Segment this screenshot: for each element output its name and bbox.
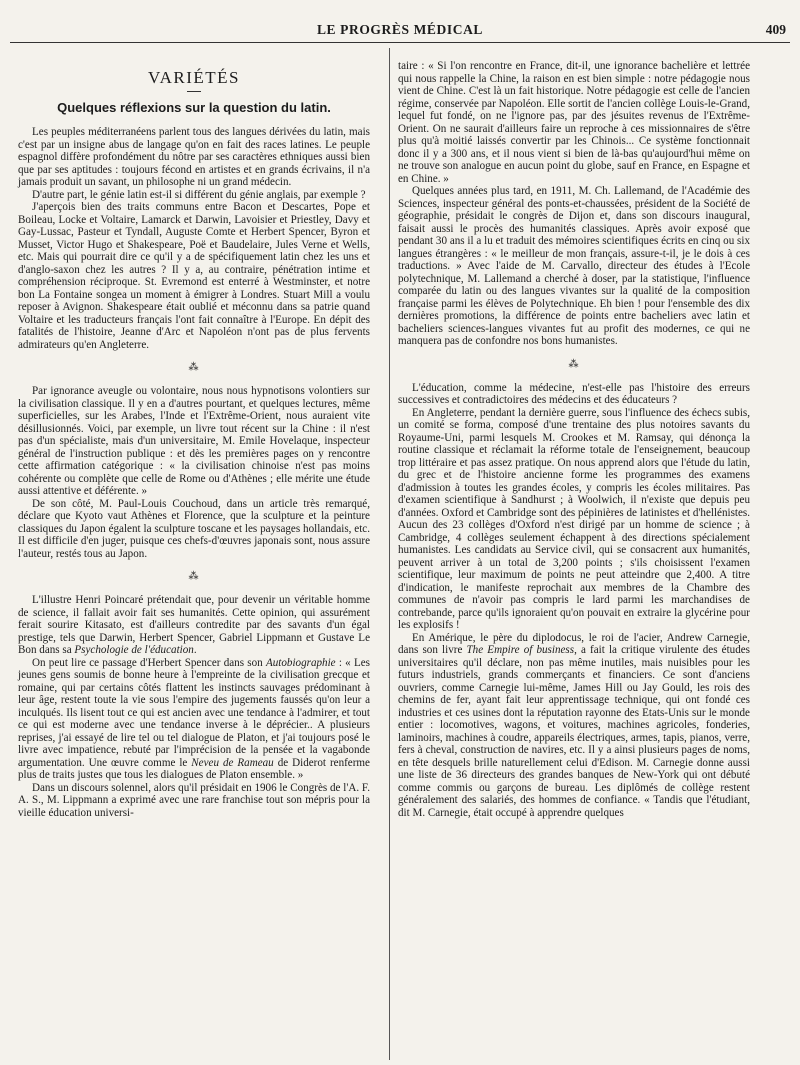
right-column — [398, 60, 750, 819]
paragraph: En Angleterre, pendant la dernière guerre, sous l'influence des échecs subis, un comité se forma, composé d'une trentaine des plus notoires savants du Royaume-Uni, parmi lesquels M. Crookes et M. Ramsay, qui dénonça la routine classique et réclamait la réforme totale de l'enseignement, beaucoup trop littéraire et pas assez pratique. On nous apprend alors que l'étude du latin, du grec et de l'histoire ancienne forme les programmes des examens d'admission à toutes les grandes écoles, y compris les écoles militaires. Pas d'examen scientifique à Sandhurst ; à Woolwich, il n'existe que depuis peu d'années. Oxford et Cambridge sont des pépinières de latinistes et d'hellénistes. Aucun des 23 collèges d'Oxford n'est dirigé par un homme de science ; à Cambridge, 4 collèges seulement échappent à des directions spécialement humanistes. Les candidats au Service civil, qui se consacrent aux humanités, peuvent arriver à un total de 3,200 points ; s'ils choisissent l'examen scientifique, leur maximum de points ne peut atteindre que 2,400. A titre d'indication, le manifeste reprochait aux membres de la Chambre des communes de n'avoir pas compris le lard parmi les marchandises de contrebande, parce qu'ils ignoraient qu'on pouvait en extraire la glycérine pour les explosifs ! — [398, 406, 750, 631]
text-run: , a fait la critique virulente des études universitaires qu'il déclare, non pas même inutiles, mais nuisibles pour les futurs industriels, grands commerçants et financiers. Ce sont d'anciens ouvriers, comme Carnegie lui-même, James Hill ou Jay Gould, les rois des chemins de fer, ayant fait leur apprentissage technique, qui ont fondé ces industries et ces usines dont la réputation rayonne des Etats-Unis sur le monde entier : locomotives, wagons, et voitures, machines agricoles, fonderies, laminoirs, machines à coudre, appareils électriques, armes, tapis, pianos, verre, fers à cheval, construction de navires, etc. Il y a ainsi plusieurs pages de noms, en tête desquels brille naturellement celui d'Edison. M. Carnegie donne aussi une liste de 36 directeurs des grandes banques de New-York qui ont débuté comme commis ou garçons de bureau. Les diplômés de collège restent généralement des salariés, des hommes de confiance. « Tandis que l'étudiant, dit M. Carnegie, était occupé à apprendre quelques — [398, 644, 750, 819]
paragraph — [18, 594, 370, 657]
paragraph: D'autre part, le génie latin est-il si différent du génie anglais, par exemple ? — [32, 188, 366, 201]
paragraph: Quelques années plus tard, en 1911, M. Ch. Lallemand, de l'Académie des Sciences, inspecteur général des ponts-et-chaussées, président de la Société de géographie, présidait le congrès de Dijon et, dans son discours inaugural, faisait aussi le procès des humanités classiques. Après avoir exposé que pendant 30 ans il a lu et traduit des mémoires scientifiques écrits en cinq ou six langues étrangères : « le meilleur de mon français, assure-t-il, je le dois à ces traductions. » Avec l'aide de M. Carvallo, directeur des études à l'Ecole polytechnique, M. Lallemand a cherché à doser, par la statistique, l'influence comparée du latin ou des langues vivantes sur la qualité de la composition française parmi les élèves de Polytechnique. Eh bien ! pour l'ensemble des dix dernières promotions, la différence de points entre bacheliers avec latin et bacheliers sciences-langues vivantes fut au profit des modernes, ce qui ne manquera pas de confondre nos bons humanistes. — [398, 185, 750, 347]
paragraph — [18, 657, 370, 782]
asterism-separator: ⁂ — [568, 358, 580, 370]
asterism-separator: ⁂ — [188, 362, 200, 373]
article-title: Quelques réflexions sur la question du latin. — [57, 99, 331, 115]
paragraph: J'aperçois bien des traits communs entre Bacon et Descartes, Pope et Boileau, Locke et Voltaire, Lamarck et Darwin, Lavoisier et Priestley, Davy et Gay-Lussac, Pasteur et Tyndall, Auguste Comte et Herbert Spencer, Byron et Musset, Victor Hugo et Shakespeare, Poë et Baudelaire, Jules Verne et Wells, etc. Mais qui pourrait dire ce qu'il y a de spécifiquement latin chez les uns et d'anglo-saxon chez les autres ? Il y a, au contraire, pénétration intime et compréhension réciproque. St. Evremond est enterré à Westminster, et notre bon La Fontaine songea un moment à émigrer à Londres. Stuart Mill a voulu reposer à Avignon. Shakespeare était oublié et méconnu dans sa patrie quand Voltaire et les traducteurs français l'ont fait connaître à l'Europe. En dépit des fatalités de l'histoire, Jeanne d'Arc et Napoléon n'ont pas de plus fervents admirateurs qu'en Angleterre. — [18, 201, 370, 351]
book-title: Autobiographie — [265, 656, 336, 669]
paragraph: Dans un discours solennel, alors qu'il présidait en 1906 le Congrès de l'A. F. A. S., M. Lippmann a exprimé avec une rare franchise tout son mépris pour la vieille éducation universi- — [18, 781, 370, 819]
paragraph: L'éducation, comme la médecine, n'est-elle pas l'histoire des erreurs successives et contradictoires des médecins et des éducateurs ? — [398, 381, 750, 406]
paragraph: taire : « Si l'on rencontre en France, dit-il, une ignorance bachelière et lettrée qui nous rappelle la Chine, la raison en est bien simple : notre pédagogie nous vient de Chine. C'est là un fait historique. Notre pédagogie est celle de l'ancien régime, conservée par Napoléon. Elle sortit de l'ancien collège Louis-le-Grand, lequel fut fondé, on ne l'ignore pas, par des jésuites revenus de l'Extrême-Orient. On ne saurait d'ailleurs faire un reproche à ces missionnaires de s'être plus qu'à moitié laissés convertir par les Chinois... Ce système fonctionnait donc il y a 300 ans, et il nous vient si bien de là-bas qu'aujourd'hui même on ne trouve son analogue en aucun point du globe, sauf en France, en Espagne et en Chine. » — [398, 60, 750, 185]
running-title: LE PROGRÈS MÉDICAL — [316, 22, 484, 37]
paragraph: De son côté, M. Paul-Louis Couchoud, dans un article très remarqué, déclare que Kyoto vaut Athènes et Florence, que la sculpture et la peinture classiques du Japon égalent la sculpture toscane et les paysages hollandais, etc. Il est difficile d'en juger, puisque ces chefs-d'œuvres japonais sont, nous assure l'auteur, restés tous au Japon. — [18, 497, 370, 560]
book-title: The Empire of business — [466, 644, 575, 656]
text-run: de Diderot renferme plus de traits justes que tous les dialogues de Platon ensemble. » — [18, 756, 370, 781]
book-title: Neveu de Rameau — [191, 756, 274, 769]
text-run: L'illustre Henri Poincaré prétendait que, pour devenir un véritable homme de science, il fallait avoir fait ses humanités. Cette opinion, qui assurément ferait sourire Kitasato, est d'ailleurs contredite par des savants d'un égal prestige, tels que Darwin, Herbert Spencer, Gabriel Lippmann et Gustave Le Bon dans sa — [18, 594, 370, 656]
column-divider — [389, 48, 390, 1060]
title-rule — [187, 91, 201, 92]
page-header — [10, 20, 790, 43]
section-title: VARIÉTÉS — [148, 68, 240, 87]
text-run: En Amérique, le père du diplodocus, le roi de l'acier, Andrew Carnegie, dans son livre — [398, 631, 750, 656]
book-title: Psychologie de l'éducation — [74, 644, 194, 656]
asterism-separator: ⁂ — [188, 571, 200, 582]
text-run: . — [193, 644, 197, 656]
text-run: : « Les jeunes gens soumis de bonne heure à l'empreinte de la civilisation grecque et romaine, qui par certains côtés flattent les instincts sauvages prédominant à leur âge, restent toute la vie sous l'empire des jugements faussés qu'on leur a inculqués. Ils lisent tout ce qui est ancien avec une tendance à l'admirer, et tout ce qui est moderne avec une tendance inverse à le déprécier.. A plusieurs reprises, j'ai essayé de lire tel ou tel dialogue de Platon, et j'ai toujours posé le livre avec impatience, rebuté par l'imprécision de la pensée et la vagabonde argumentation. Une œuvre comme le — [18, 656, 370, 769]
left-column — [18, 58, 370, 819]
text-run: On peut lire ce passage d'Herbert Spencer dans son — [32, 656, 266, 669]
paragraph: Par ignorance aveugle ou volontaire, nous nous hypnotisons volontiers sur la civilisation classique. Il y en a d'autres pourtant, et quelques lectures, même superficielles, sur les Arabes, l'Inde et l'Extrême-Orient, nous auraient vite désillusionnés. Voici, par exemple, un livre tout récent sur la Chine : il n'est pas d'un spécialiste, mais d'un universitaire, M. Emile Hovelaque, inspecteur général de l'instruction publique : et dès les premières pages on y rencontre cette affirmation catégorique : « la civilisation chinoise n'est pas moins cohérente ou complète que celle de Rome ou d'Athènes ; elle mérite une étude aussi attentive et déférente. » — [18, 385, 370, 497]
paragraph: Les peuples méditerranéens parlent tous des langues dérivées du latin, mais c'est par un insigne abus de langage qu'on en fait des races latines. Le peuple espagnol diffère profondément du nôtre par ses caractères ethniques aussi bien que par ses aptitudes : toujours fécond en artistes et en grands écrivains, il n'a jamais produit un savant, un philosophe ni un grand médecin. — [18, 126, 370, 188]
paragraph — [398, 632, 750, 820]
page-number: 409 — [765, 22, 786, 37]
